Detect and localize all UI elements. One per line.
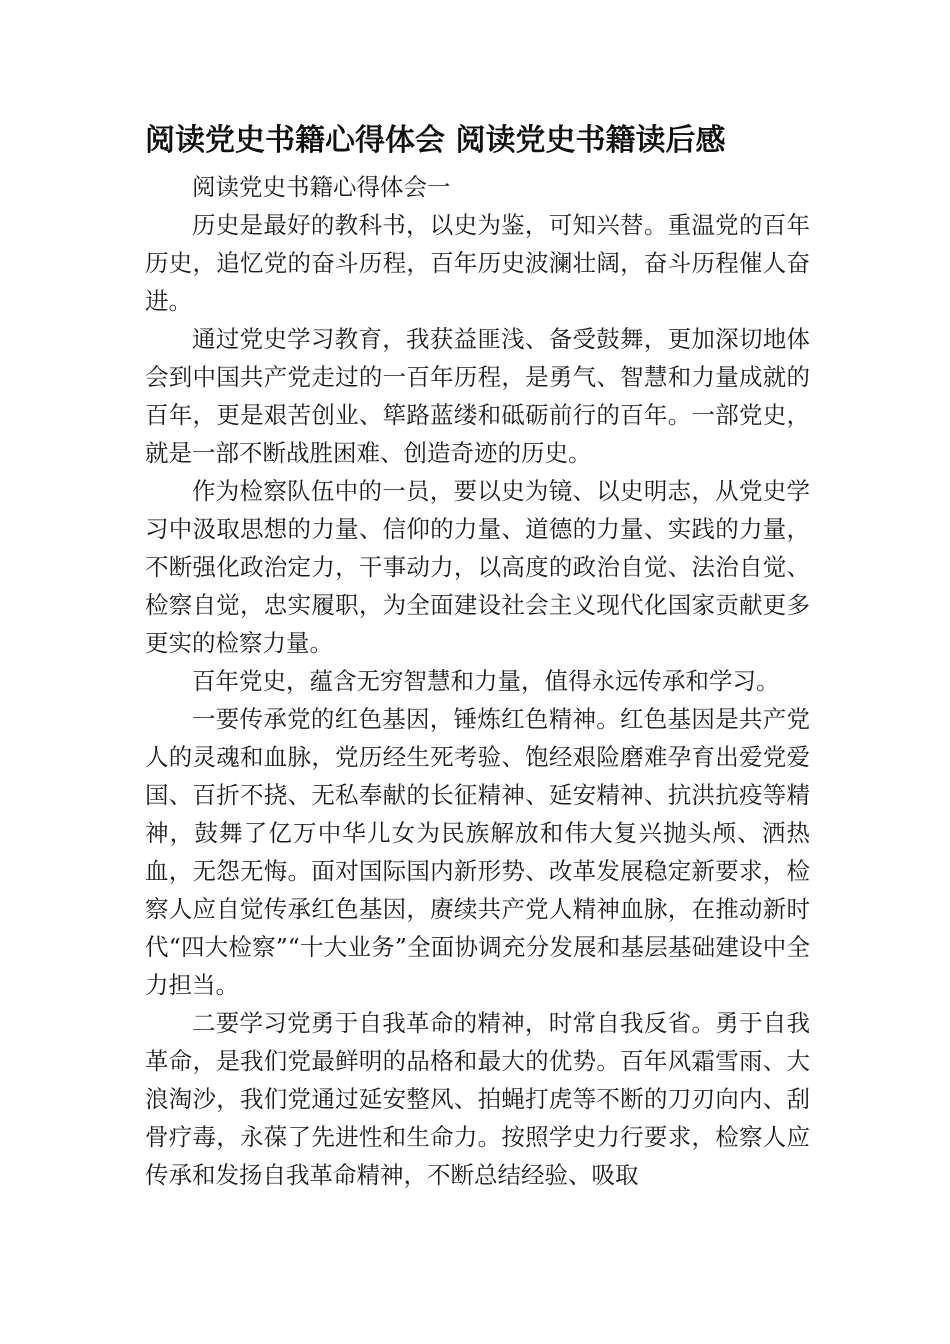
section-heading: 阅读党史书籍心得体会一 (192, 173, 451, 201)
paragraph: 历史是最好的教科书，以史为鉴，可知兴替。重温党的百年历史，追忆党的奋斗历程，百年历史波澜壮阔，奋斗历程催人奋进。 (145, 211, 810, 315)
paragraph: 作为检察队伍中的一员，要以史为镜、以史明志，从党史学习中汲取思想的力量、信仰的力量、道德的力量、实践的力量，不断强化政治定力，干事动力，以高度的政治自觉、法治自觉、检察自觉，忠实履职，为全面建设社会主义现代化国家贡献更多更实的检察力量。 (145, 477, 810, 657)
paragraph: 二要学习党勇于自我革命的精神，时常自我反省。勇于自我革命，是我们党最鲜明的品格和最大的优势。百年风霜雪雨、大浪淘沙，我们党通过延安整风、拍蝇打虎等不断的刀刃向内、刮骨疗毒，永葆了先进性和生命力。按照学史力行要求，检察人应传承和发扬自我革命精神，不断总结经验、吸取 (145, 1009, 810, 1189)
paragraph: 一要传承党的红色基因，锤炼红色精神。红色基因是共产党人的灵魂和血脉，党历经生死考验、饱经艰险磨难孕育出爱党爱国、百折不挠、无私奉献的长征精神、延安精神、抗洪抗疫等精神，鼓舞了亿万中华儿女为民族解放和伟大复兴抛头颅、洒热血，无怨无悔。面对国际国内新形势、改革发展稳定新要求，检察人应自觉传承红色基因，赓续共产党人精神血脉，在推动新时代“四大检察”“十大业务”全面协调充分发展和基层基础建设中全力担当。 (145, 705, 810, 999)
paragraph: 通过党史学习教育，我获益匪浅、备受鼓舞，更加深切地体会到中国共产党走过的一百年历程，是勇气、智慧和力量成就的百年，更是艰苦创业、筚路蓝缕和砥砺前行的百年。一部党史，就是一部不断战胜困难、创造奇迹的历史。 (145, 325, 810, 467)
document-body (145, 168, 810, 1194)
document-title: 阅读党史书籍心得体会 阅读党史书籍读后感 (145, 123, 726, 158)
paragraph: 百年党史，蕴含无穷智慧和力量，值得永远传承和学习。 (192, 667, 780, 695)
